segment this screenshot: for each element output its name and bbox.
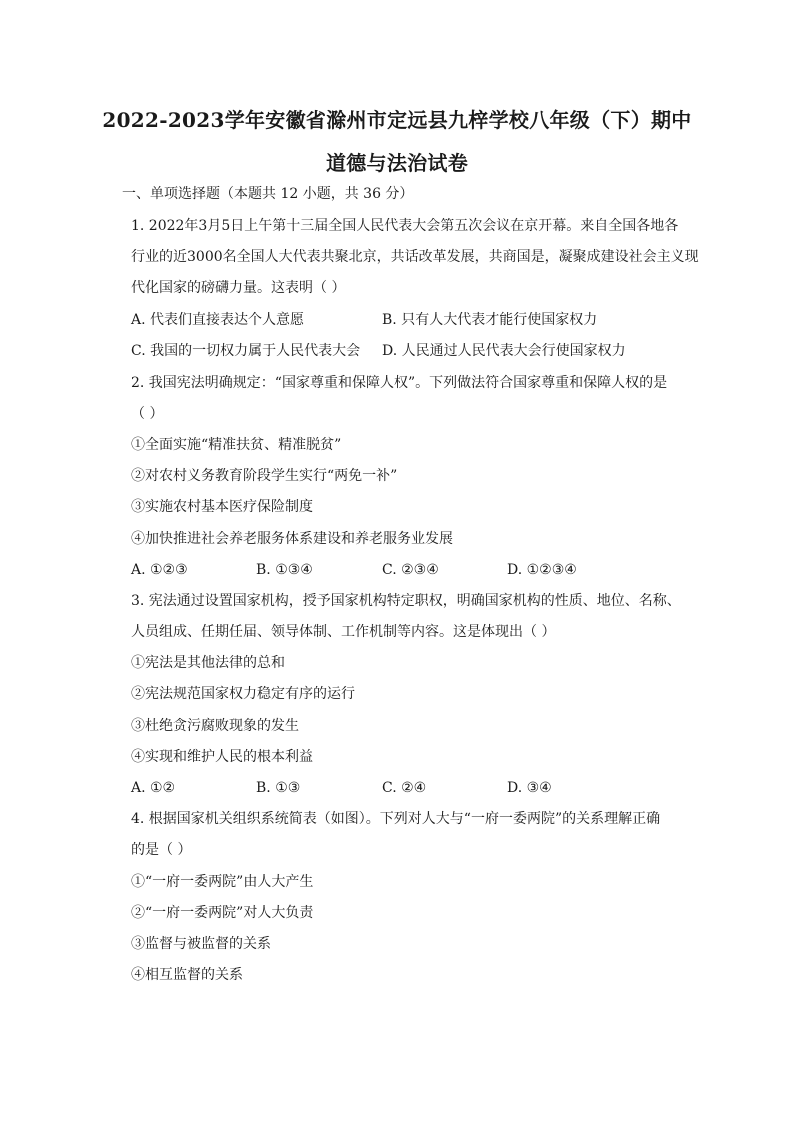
question-3-option-d: D. ③④: [507, 780, 552, 796]
question-2-line-4: ②对农村义务教育阶段学生实行“两免一补”: [131, 468, 398, 484]
question-3-line-4: ②宪法规范国家权力稳定有序的运行: [131, 686, 355, 702]
question-2-option-d: D. ①②③④: [507, 562, 577, 578]
question-2-line-1: 2. 我国宪法明确规定：“国家尊重和保障人权”。下列做法符合国家尊重和保障人权的是: [131, 375, 668, 391]
question-2-line-6: ④加快推进社会养老服务体系建设和养老服务业发展: [131, 531, 453, 547]
question-1-option-d: D. 人民通过人民代表大会行使国家权力: [382, 343, 626, 359]
question-3-line-2: 人员组成、任期任届、领导体制、工作机制等内容。这是体现出（ ）: [131, 624, 556, 640]
question-4-line-1: 4. 根据国家机关组织系统简表（如图）。下列对人大与“一府一委两院”的关系理解正确: [131, 811, 661, 827]
question-2-line-2: （ ）: [131, 406, 164, 422]
exam-title-line-2: 道德与法治试卷: [325, 151, 469, 175]
question-1-option-c: C. 我国的一切权力属于人民代表大会: [131, 343, 361, 359]
question-4-line-2: 的是（ ）: [131, 842, 192, 858]
section-heading: 一、单项选择题（本题共 12 小题，共 36 分）: [122, 186, 414, 202]
question-2-line-3: ①全面实施“精准扶贫、精准脱贫”: [131, 437, 342, 453]
question-1-option-b: B. 只有人大代表才能行使国家权力: [382, 312, 598, 328]
question-3-option-b: B. ①③: [256, 780, 301, 796]
question-1-line-3: 代化国家的磅礴力量。这表明（ ）: [131, 280, 346, 296]
question-4-line-5: ③监督与被监督的关系: [131, 936, 271, 952]
question-4-line-4: ②“一府一委两院”对人大负责: [131, 905, 314, 921]
question-3-line-3: ①宪法是其他法律的总和: [131, 655, 285, 671]
question-3-option-a: A. ①②: [131, 780, 176, 796]
question-1-option-a: A. 代表们直接表达个人意愿: [131, 312, 305, 328]
question-3-line-1: 3. 宪法通过设置国家机构，授予国家机构特定职权，明确国家机构的性质、地位、名称、: [131, 593, 681, 609]
question-1-line-2: 行业的近3000名全国人大代表共聚北京，共话改革发展，共商国是，凝聚成建设社会主义现: [131, 249, 699, 265]
question-3-line-5: ③杜绝贪污腐败现象的发生: [131, 718, 299, 734]
question-3-line-6: ④实现和维护人民的根本利益: [131, 749, 313, 765]
exam-title-line-1: 2022-2023学年安徽省滁州市定远县九梓学校八年级（下）期中: [102, 108, 692, 132]
question-2-option-c: C. ②③④: [382, 562, 439, 578]
question-3-option-c: C. ②④: [382, 780, 427, 796]
question-2-option-b: B. ①③④: [256, 562, 313, 578]
question-1-line-1: 1. 2022年3月5日上午第十三届全国人民代表大会第五次会议在京开幕。来自全国各地各: [131, 218, 679, 234]
question-4-line-3: ①“一府一委两院”由人大产生: [131, 874, 314, 890]
question-4-line-6: ④相互监督的关系: [131, 967, 243, 983]
question-2-line-5: ③实施农村基本医疗保险制度: [131, 499, 313, 515]
question-2-option-a: A. ①②③: [131, 562, 188, 578]
